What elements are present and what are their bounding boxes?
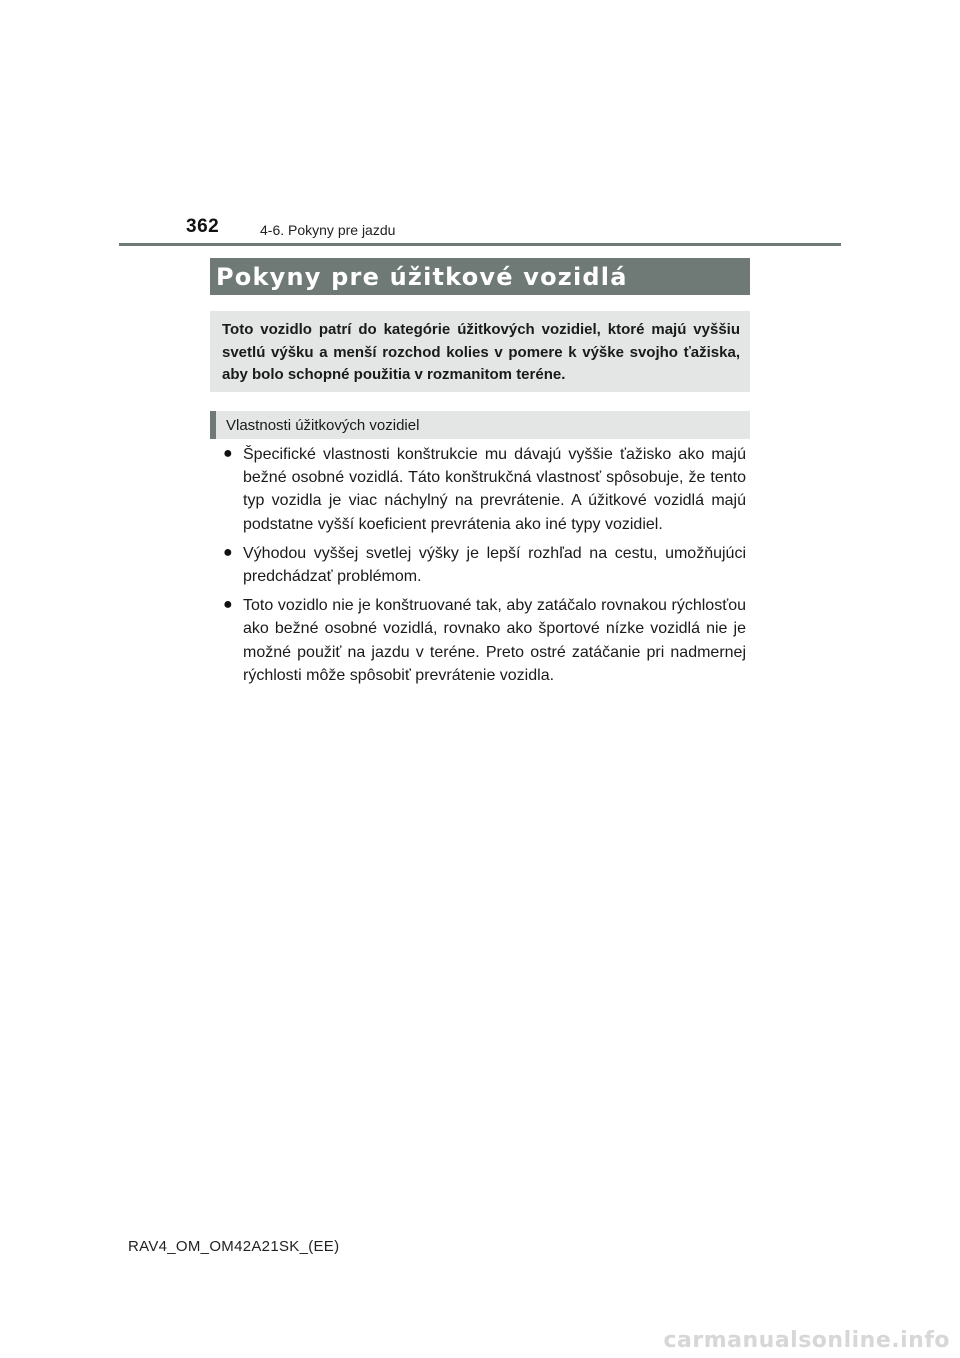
intro-text: Toto vozidlo patrí do kategórie úžitkových vozidiel, ktoré majú vyššiu svetlú výšku a menší rozchod kolies v pomere k výške svojho ťažiska, aby bolo schopné použitia v rozmanitom teréne. (222, 321, 740, 383)
bullet-list (223, 443, 746, 693)
subsection-heading-bar (210, 411, 750, 439)
subsection-heading: Vlastnosti úžitkových vozidiel (226, 416, 420, 434)
page-number: 362 (186, 216, 220, 237)
intro-box (210, 311, 750, 392)
bullet-icon: ● (223, 445, 233, 462)
list-item-text: Toto vozidlo nie je konštruované tak, aby zatáčalo rovnakou rýchlosťou ako bežné osobné vozidlá, rovnako ako športové nízke vozidlá nie je možné použiť na jazdu v teréne. Preto ostré zatáčanie pri nadmernej rýchlosti môže spôsobiť prevrátenie vozidla. (243, 597, 746, 684)
bullet-icon: ● (223, 543, 233, 561)
page-title-bar (210, 258, 750, 295)
section-label: 4-6. Pokyny pre jazdu (260, 222, 396, 238)
header-divider (119, 243, 841, 246)
page-title: Pokyny pre úžitkové vozidlá (216, 262, 628, 291)
watermark: carmanualsonline.info (663, 1328, 950, 1353)
bullet-icon: ● (223, 596, 233, 614)
list-item-text: Výhodou vyššej svetlej výšky je lepší rozhľad na cestu, umožňujúci predchádzať problémom. (243, 544, 746, 586)
list-item (223, 443, 746, 536)
document-code: RAV4_OM_OM42A21SK_(EE) (128, 1238, 340, 1255)
list-item (223, 594, 746, 687)
list-item (223, 542, 746, 588)
list-item-text: Špecifické vlastnosti konštrukcie mu dávajú vyššie ťažisko ako majú bežné osobné vozidlá. Táto konštrukčná vlastnosť spôsobuje, že tento typ vozidla je viac náchylný na prevrátenie. A úžitkové vozidlá majú podstatne vyšší koeficient prevrátenia ako iné typy vozidiel. (243, 446, 746, 533)
